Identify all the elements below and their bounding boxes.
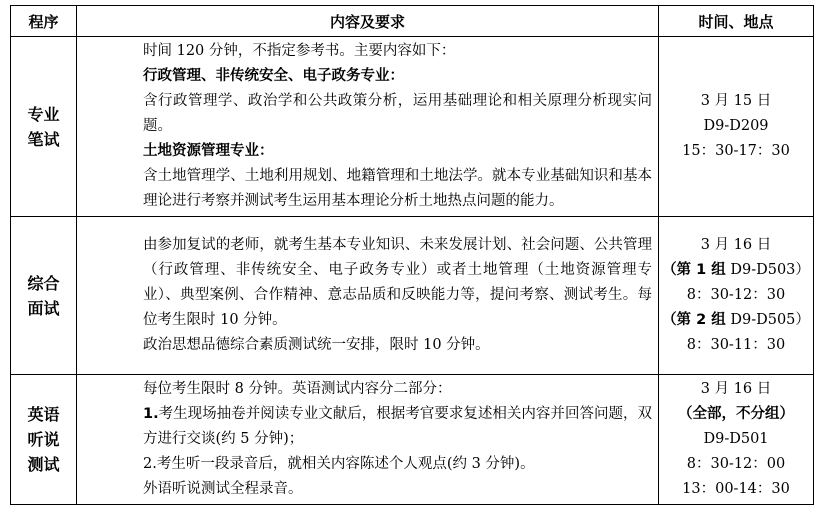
group-2-label: （第 2 组 (662, 312, 726, 328)
procedure-text: 面试 (27, 298, 60, 318)
content-line: 每位考生限时 8 分钟。英语测试内容分二部分： (143, 381, 452, 397)
content-paragraph: 外语听说测试全程录音。 (143, 481, 303, 497)
group-1-label: （第 1 组 (662, 262, 726, 278)
table-header-row (11, 6, 814, 37)
group-2-room-text: D9-D505） (725, 312, 810, 328)
table-row-interview (11, 217, 814, 375)
item-text: 考生现场抽卷并阅读专业文献后，根据考官要求复述相关内容并回答问题，双方进行交谈(约 5 分钟)； (143, 406, 652, 447)
content-paragraph: 由参加复试的老师，就考生基本专业知识、未来发展计划、社会问题、公共管理（行政管理、非传统安全、电子政务专业）或者土地管理（土地资源管理专业）、典型案例、合作精神、意志品质和反映能力等，提问考察、测试考生。每位考生限时 10 分钟。 (143, 237, 652, 328)
exam-time: 15：30-17：30 (682, 143, 790, 159)
group-1-time: 8：30-12：30 (686, 287, 786, 303)
content-paragraph: 2.考生听一段录音后，就相关内容陈述个人观点(约 3 分钟)。 (143, 456, 535, 472)
exam-time: 13：00-14：30 (682, 481, 790, 497)
time-place-cell (659, 217, 814, 375)
procedure-cell (11, 217, 77, 375)
procedure-cell (11, 375, 77, 505)
content-heading: 行政管理、非传统安全、电子政务专业： (143, 68, 404, 84)
header-content: 内容及要求 (77, 6, 659, 37)
time-place-cell (659, 37, 814, 217)
content-paragraph: 含土地管理学、土地利用规划、地籍管理和土地法学。就本专业基础知识和基本理论进行考察并测试考生运用基本理论分析土地热点问题的能力。 (143, 168, 652, 209)
exam-date: 3 月 16 日 (700, 381, 772, 397)
procedure-cell (11, 37, 77, 217)
procedure-text: 英语 (27, 405, 60, 424)
content-paragraph: 政治思想品德综合素质测试统一安排，限时 10 分钟。 (143, 337, 490, 353)
procedure-text: 综合 (27, 273, 60, 293)
header-time-place: 时间、地点 (659, 6, 814, 37)
group-2-time: 8：30-11：30 (686, 337, 786, 353)
header-procedure: 程序 (11, 6, 77, 37)
procedure-text: 测试 (27, 455, 60, 474)
exam-time: 8：30-12：00 (686, 456, 786, 472)
table-row-english-test (11, 375, 814, 505)
content-line: 时间 120 分钟，不指定参考书。主要内容如下： (143, 43, 456, 59)
time-place-cell (659, 375, 814, 505)
procedure-text: 笔试 (27, 129, 60, 149)
table-row-written-exam (11, 37, 814, 217)
procedure-text: 听说 (27, 430, 60, 449)
group-note: （全部，不分组） (678, 406, 794, 422)
exam-date: 3 月 15 日 (700, 93, 772, 109)
content-cell (77, 217, 659, 375)
content-cell (77, 37, 659, 217)
group-2-room (659, 308, 813, 333)
content-heading: 土地资源管理专业： (143, 143, 274, 159)
content-cell (77, 375, 659, 505)
content-paragraph: 含行政管理学、政治学和公共政策分析，运用基础理论和相关原理分析现实问题。 (143, 93, 652, 134)
content-paragraph (143, 402, 652, 452)
exam-schedule-table (10, 5, 814, 505)
group-1-room-text: D9-D503） (725, 262, 810, 278)
item-number: 1. (143, 406, 159, 422)
exam-room: D9-D209 (703, 118, 769, 134)
group-1-room (659, 258, 813, 283)
exam-date: 3 月 16 日 (700, 237, 772, 253)
exam-room: D9-D501 (703, 431, 769, 447)
procedure-text: 专业 (27, 104, 60, 124)
